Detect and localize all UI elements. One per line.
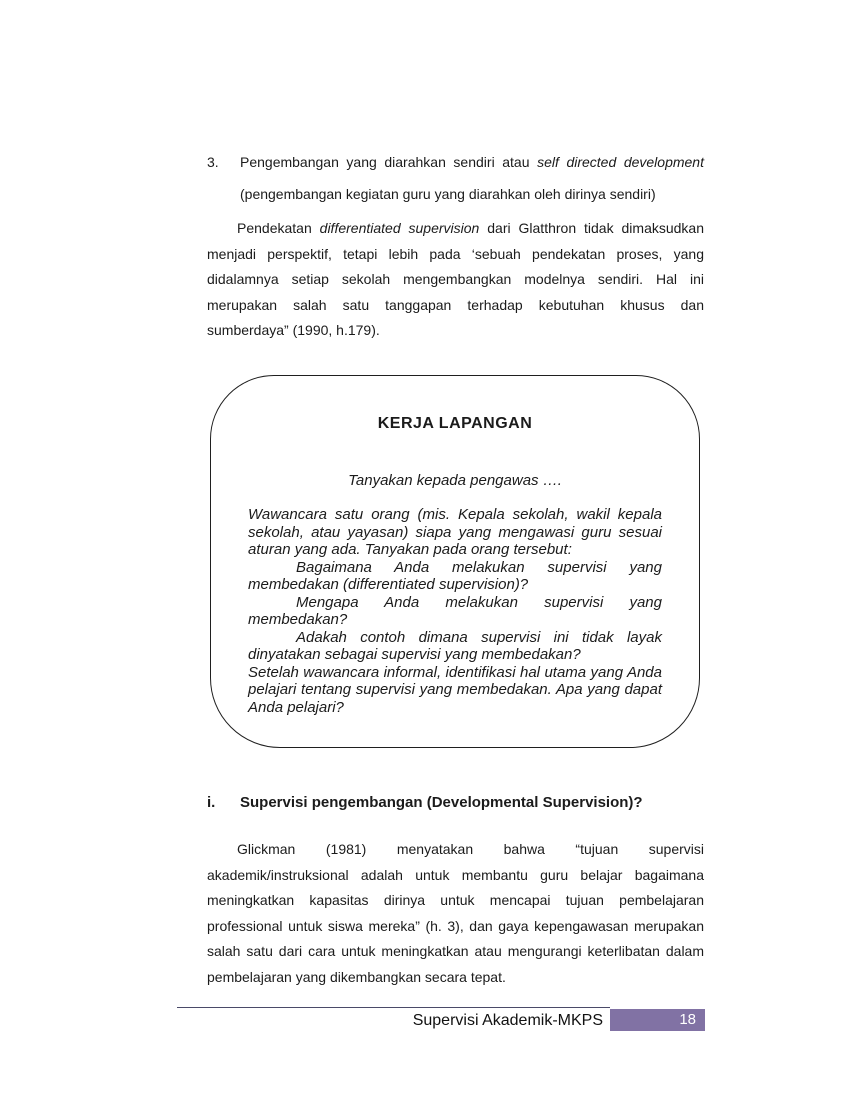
list-item-3-marker: 3. xyxy=(207,154,219,170)
fieldwork-box-paragraph: Mengapa Anda melakukan supervisi yang membedakan? xyxy=(248,593,662,628)
fieldwork-box-paragraph: Adakah contoh dimana supervisi ini tidak layak dinyatakan sebagai supervisi yang membedakan? xyxy=(248,628,662,663)
fieldwork-box-subtitle: Tanyakan kepada pengawas …. xyxy=(348,472,562,489)
list-item-3 xyxy=(207,146,704,210)
footer-document-title: Supervisi Akademik-MKPS xyxy=(412,1012,603,1029)
paragraph-glickman: Glickman (1981) menyatakan bahwa “tujuan supervisi akademik/instruksional adalah untuk membantu guru belajar bagaimana meningkatkan kapasitas dirinya untuk mencapai tujuan pembelajaran professional untuk siswa mereka” (h. 3), dan gaya kepengawasan merupakan salah satu dari cara untuk meningkatkan atau mengurangi keterlibatan dalam pembelajaran yang dikembangkan secara tepat. xyxy=(207,841,704,985)
fieldwork-box-title: KERJA LAPANGAN xyxy=(377,415,533,432)
fieldwork-box-paragraph: Setelah wawancara informal, identifikasi hal utama yang Anda pelajari tentang supervisi yang membedakan. Apa yang dapat Anda pelajari? xyxy=(248,663,662,716)
fieldwork-box xyxy=(210,375,700,748)
section-heading-developmental-supervision xyxy=(207,794,704,812)
section-heading-text: Supervisi pengembangan (Developmental Supervision)? xyxy=(240,794,643,811)
footer-rule xyxy=(177,1007,610,1008)
paragraph-differentiated-supervision: Pendekatan differentiated supervision dari Glatthron tidak dimaksudkan menjadi perspektif, tetapi lebih pada ‘sebuah pendekatan proses, yang didalamnya setiap sekolah mengembangkan modelnya sendiri. Hal ini merupakan salah satu tanggapan terhadap kebutuhan khusus dan sumberdaya” (1990, h.179). xyxy=(207,220,704,338)
fieldwork-box-paragraph: Bagaimana Anda melakukan supervisi yang membedakan (differentiated supervision)? xyxy=(248,558,662,593)
fieldwork-box-paragraph: Wawancara satu orang (mis. Kepala sekolah, wakil kepala sekolah, atau yayasan) siapa yang mengawasi guru sesuai aturan yang ada. Tanyakan pada orang tersebut: xyxy=(248,506,662,558)
list-item-3-text: Pengembangan yang diarahkan sendiri atau self directed development (pengembangan kegiatan guru yang diarahkan oleh dirinya sendiri) xyxy=(240,154,704,202)
fieldwork-box-body xyxy=(248,506,662,716)
page-number-badge: 18 xyxy=(610,1009,705,1031)
section-heading-marker: i. xyxy=(207,794,216,811)
